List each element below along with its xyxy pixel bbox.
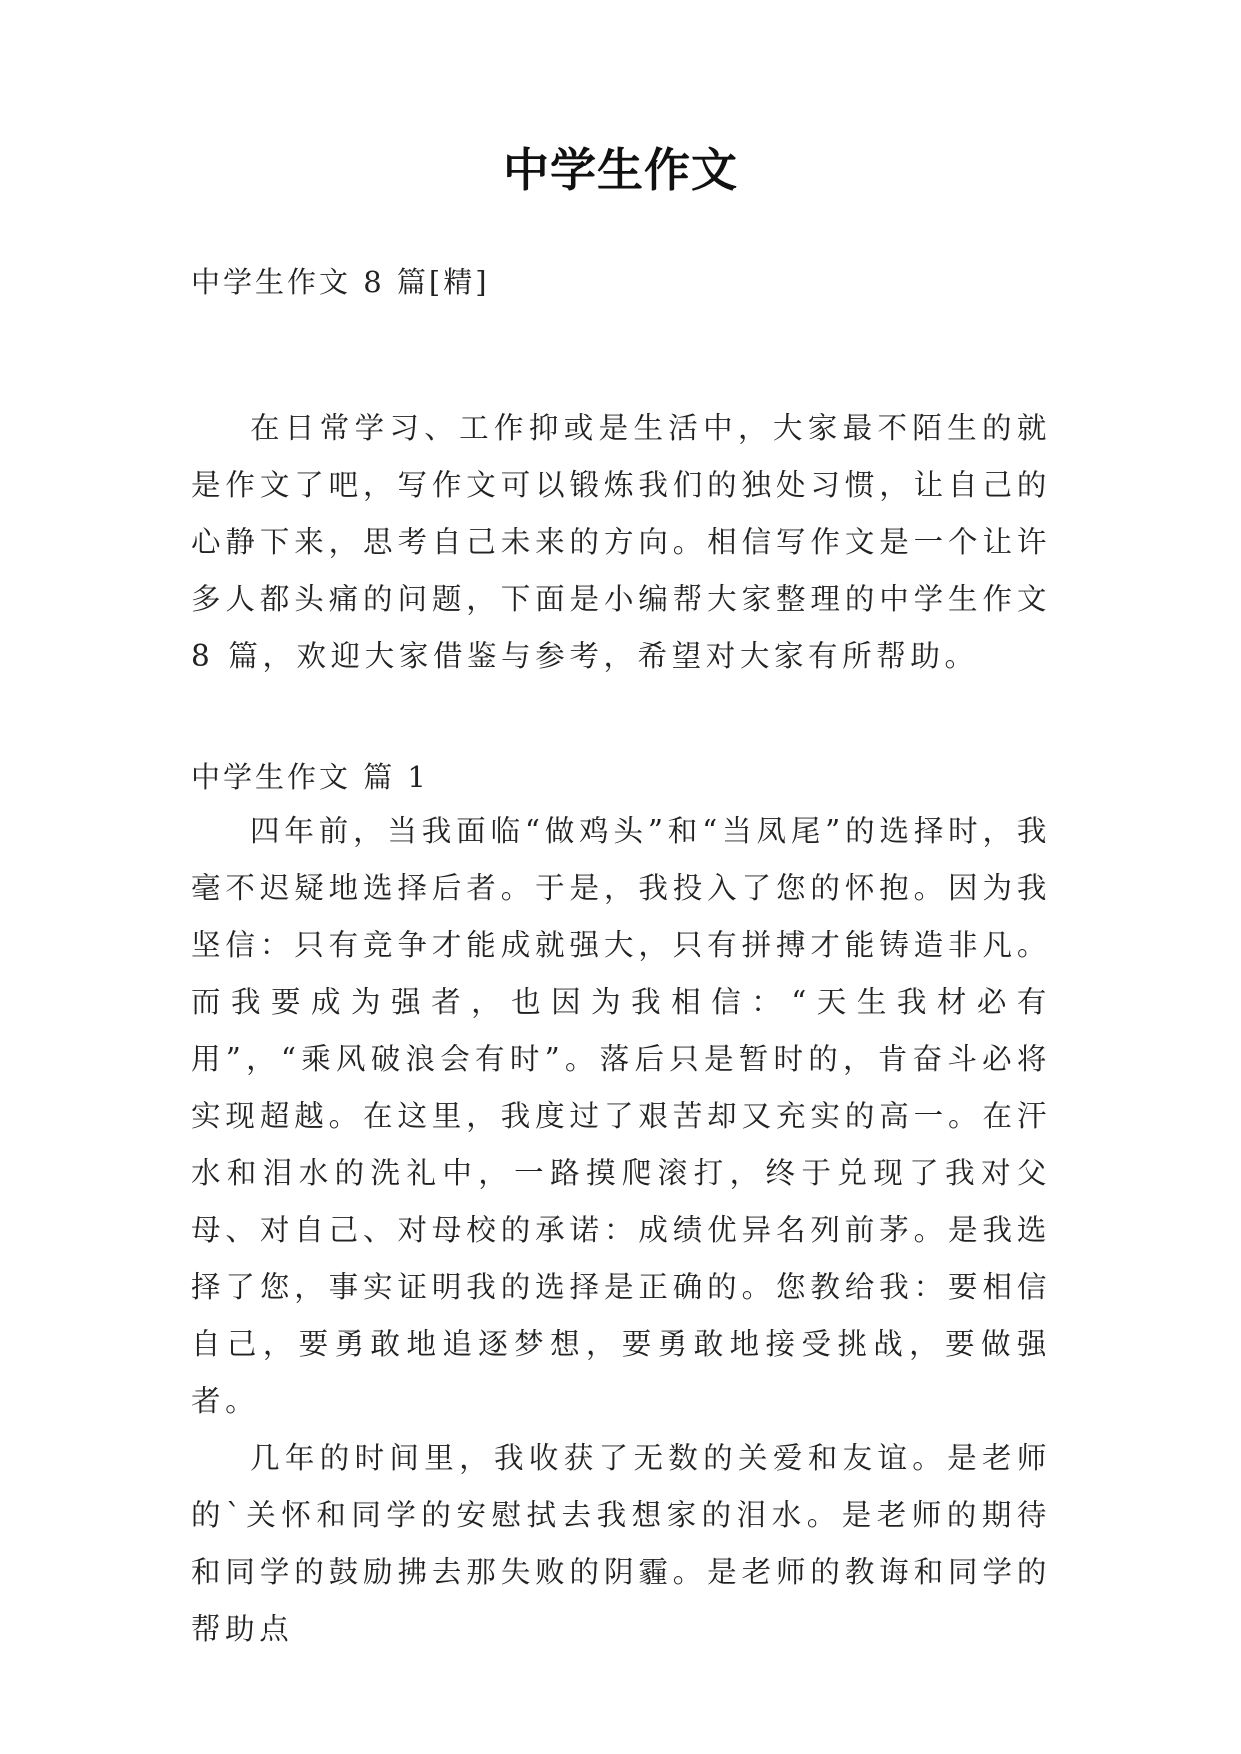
intro-section xyxy=(191,400,1051,685)
document-subtitle: 中学生作文 8 篇[精] xyxy=(191,265,490,299)
section-heading: 中学生作文 篇 1 xyxy=(191,760,429,794)
essay-paragraph-1: 四年前，当我面临“做鸡头”和“当凤尾”的选择时，我毫不迟疑地选择后者。于是，我投入了您的怀抱。因为我坚信：只有竞争才能成就强大，只有拼搏才能铸造非凡。而我要成为强者，也因为我相信：“天生我材必有用”，“乘风破浪会有时”。落后只是暂时的，肯奋斗必将实现超越。在这里，我度过了艰苦却又充实的高一。在汗水和泪水的洗礼中，一路摸爬滚打，终于兑现了我对父母、对自己、对母校的承诺：成绩优异名列前茅。是我选择了您，事实证明我的选择是正确的。您教给我：要相信自己，要勇敢地追逐梦想，要勇敢地接受挑战，要做强者。 xyxy=(191,814,1051,1418)
essay-body xyxy=(191,803,1051,1658)
essay-paragraph-2: 几年的时间里，我收获了无数的关爱和友谊。是老师的`关怀和同学的安慰拭去我想家的泪水。是老师的期待和同学的鼓励拂去那失败的阴霾。是老师的教诲和同学的帮助点 xyxy=(191,1441,1051,1646)
page-title: 中学生作文 xyxy=(503,143,738,197)
intro-paragraph: 在日常学习、工作抑或是生活中，大家最不陌生的就是作文了吧，写作文可以锻炼我们的独处习惯，让自己的心静下来，思考自己未来的方向。相信写作文是一个让许多人都头痛的问题，下面是小编帮大家整理的中学生作文 8 篇，欢迎大家借鉴与参考，希望对大家有所帮助。 xyxy=(191,411,1051,673)
